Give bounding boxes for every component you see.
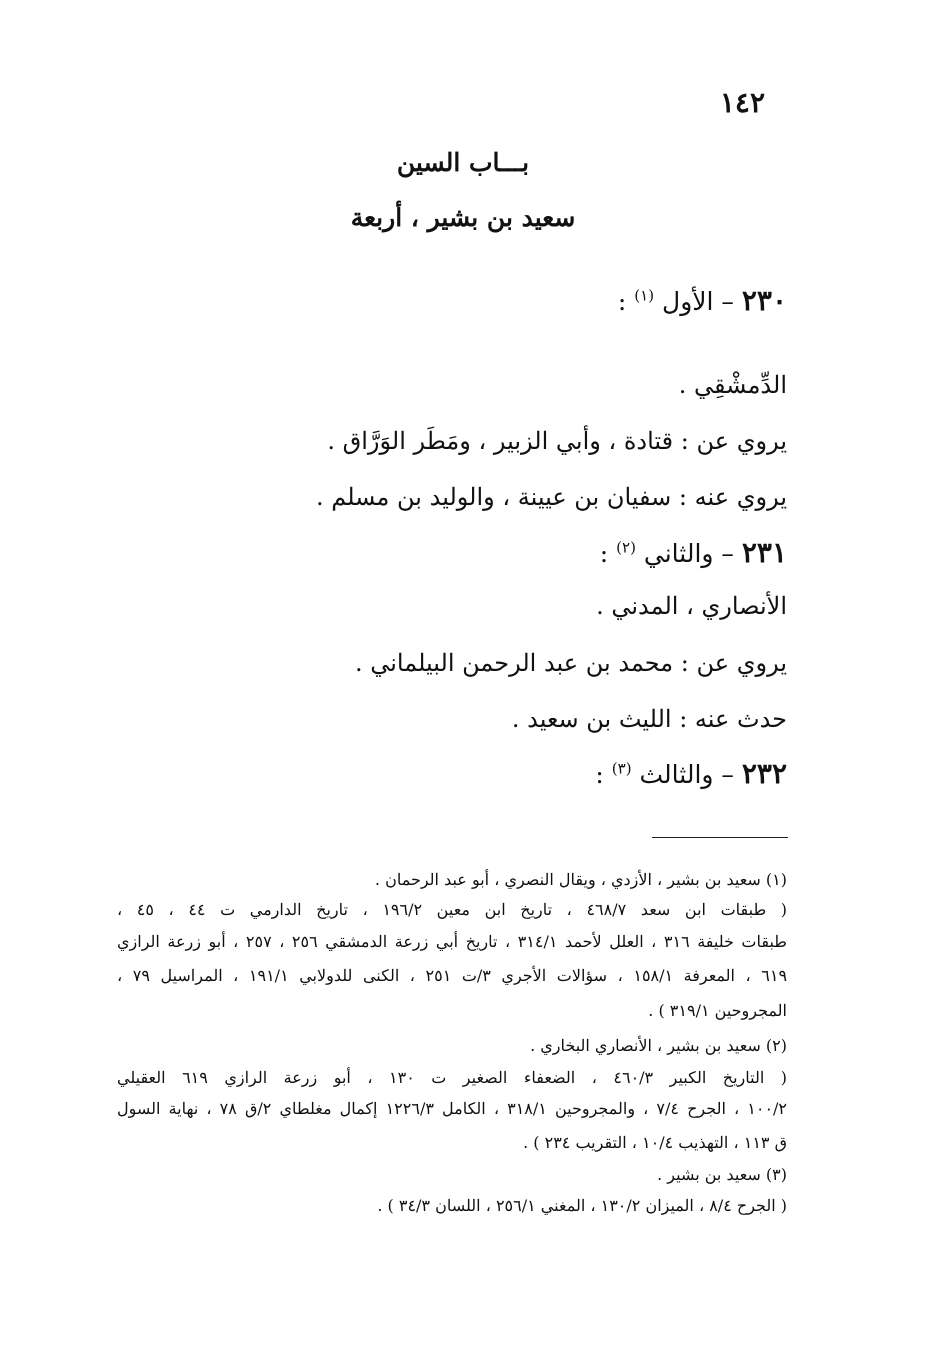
footnote-line: المجروحين ٣١٩/١ ) . [648, 1001, 787, 1020]
footnote-line: ١٠٠/٢ ، الجرح ٧/٤ ، والمجروحين ٣١٨/١ ، الكامل ١٢٢٦/٣ إكمال مغلطاي ٢/ق ٧٨ ، نهاية السول [117, 1099, 788, 1118]
footnote-line: ق ١١٣ ، التهذيب ١٠/٤ ، التقريب ٢٣٤ ) . [523, 1133, 787, 1152]
footnote-line: طبقات خليفة ٣١٦ ، العلل لأحمد ٣١٤/١ ، تاريخ أبي زرعة الدمشقي ٢٥٦ ، ٢٥٧ ، أبو زرعة الرازي [117, 932, 788, 951]
entry-label: – والثاني [643, 539, 734, 568]
entry-heading-231 [600, 536, 787, 569]
entry-number: ٢٣٢ [741, 757, 787, 790]
entry-number: ٢٣١ [741, 536, 787, 569]
entry-heading-232 [595, 757, 787, 790]
entry-line: يروي عن : قتادة ، وأبي الزبير ، ومَطَر الوَرَّاق . [327, 427, 787, 455]
chapter-title: بـــاب السين [396, 148, 530, 177]
footnote-line: (٣) سعيد بن بشير . [657, 1165, 787, 1184]
footnote-line: ( الجرح ٨/٤ ، الميزان ١٣٠/٢ ، المغني ٢٥٦/١ ، اللسان ٣٤/٣ ) . [377, 1196, 787, 1215]
footnote-line: ٦١٩ ، المعرفة ١٥٨/١ ، سؤالات الأجري ٣/ت ٢٥١ ، الكنى للدولابي ١٩١/١ ، المراسيل ٧٩ ، [117, 966, 788, 985]
entry-line: الأنصاري ، المدني . [596, 592, 787, 620]
entry-line: يروي عن : محمد بن عبد الرحمن البيلماني . [354, 649, 787, 677]
entry-label: – الأول [662, 287, 734, 316]
footnote-ref: (٣) [611, 759, 632, 778]
page-number: ١٤٢ [719, 86, 765, 119]
entry-colon: : [617, 287, 627, 316]
entry-line: يروي عنه : سفيان بن عيينة ، والوليد بن مسلم . [315, 483, 787, 511]
entry-number: ٢٣٠ [741, 284, 787, 317]
footnote-line: (٢) سعيد بن بشير ، الأنصاري البخاري . [530, 1036, 787, 1055]
footnote-ref: (١) [634, 286, 655, 305]
footnote-line: ( طبقات ابن سعد ٤٦٨/٧ ، تاريخ ابن معين ١٩٦/٢ ، تاريخ الدارمي ت ٤٤ ، ٤٥ ، [117, 900, 788, 919]
footnote-line: ( التاريخ الكبير ٤٦٠/٣ ، الضعفاء الصغير ت ١٣٠ ، أبو زرعة الرازي ٦١٩ العقيلي [117, 1068, 787, 1087]
entry-line: الدِّمشْقِي . [678, 371, 787, 399]
entry-colon: : [599, 539, 609, 568]
footnote-ref: (٢) [616, 538, 636, 557]
entry-heading-230 [618, 284, 787, 317]
footnote-divider [652, 837, 788, 838]
entry-label: – والثالث [639, 760, 734, 789]
entry-line: حدث عنه : الليث بن سعيد . [511, 705, 787, 733]
footnote-line: (١) سعيد بن بشير ، الأزدي ، ويقال النصري ، أبو عبد الرحمان . [374, 870, 787, 889]
entry-colon: : [595, 760, 604, 789]
section-title: سعيد بن بشير ، أربعة [350, 203, 576, 232]
